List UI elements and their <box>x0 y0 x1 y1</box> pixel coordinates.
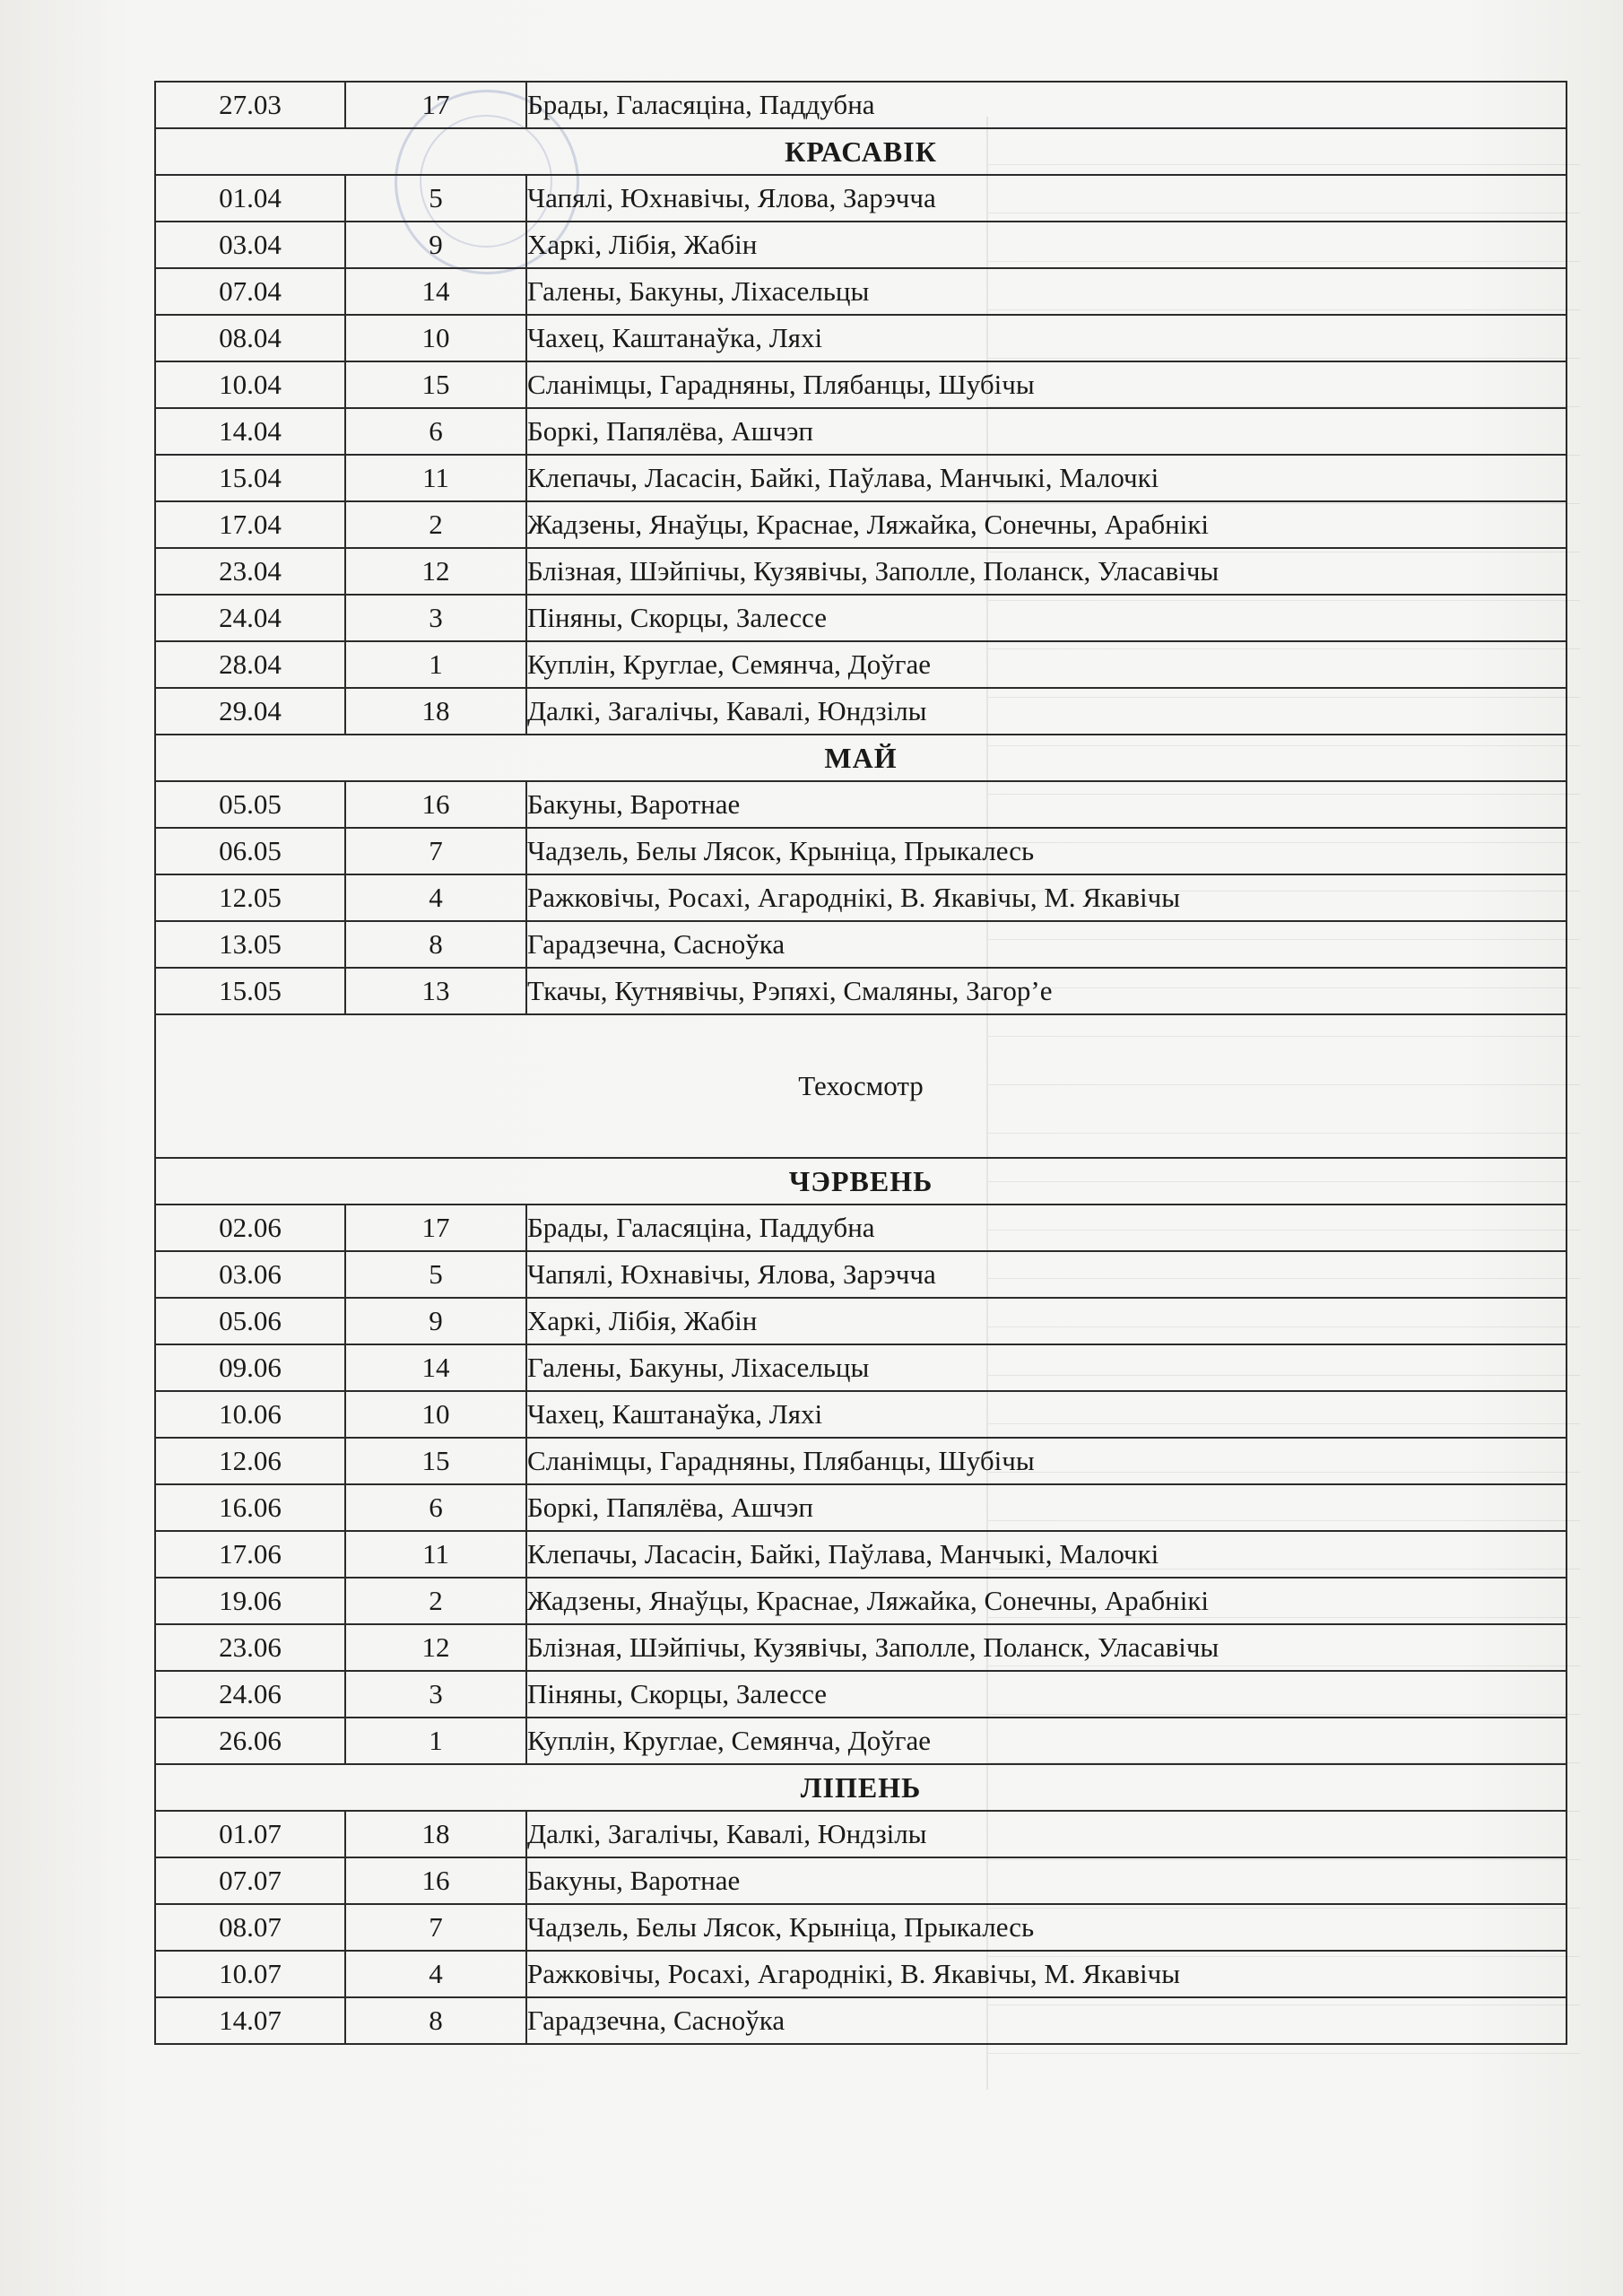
villages-cell: Чапялі, Юхнавічы, Ялова, Зарэчча <box>526 1251 1567 1298</box>
date-cell: 14.07 <box>155 1997 345 2044</box>
table-row <box>155 315 1567 361</box>
date-cell: 28.04 <box>155 641 345 688</box>
date-cell: 06.05 <box>155 828 345 874</box>
date-cell: 10.06 <box>155 1391 345 1438</box>
route-number-cell: 15 <box>345 1438 526 1484</box>
route-number-cell: 17 <box>345 1205 526 1251</box>
route-number-cell: 7 <box>345 828 526 874</box>
route-number-cell: 5 <box>345 1251 526 1298</box>
table-row <box>155 1718 1567 1764</box>
villages-cell: Чапялі, Юхнавічы, Ялова, Зарэчча <box>526 175 1567 222</box>
month-header: КРАСАВІК <box>155 128 1567 175</box>
table-row <box>155 874 1567 921</box>
table-row <box>155 921 1567 968</box>
date-cell: 23.06 <box>155 1624 345 1671</box>
route-number-cell: 10 <box>345 1391 526 1438</box>
route-number-cell: 9 <box>345 1298 526 1344</box>
table-row <box>155 1251 1567 1298</box>
table-row <box>155 175 1567 222</box>
date-cell: 24.04 <box>155 595 345 641</box>
table-row <box>155 1391 1567 1438</box>
table-row <box>155 268 1567 315</box>
table-row <box>155 1951 1567 1997</box>
table-row <box>155 82 1567 128</box>
villages-cell: Гарадзечна, Сасноўка <box>526 921 1567 968</box>
table-row <box>155 548 1567 595</box>
note-row <box>155 1014 1567 1158</box>
month-header: ЛІПЕНЬ <box>155 1764 1567 1811</box>
table-row <box>155 501 1567 548</box>
route-number-cell: 11 <box>345 1531 526 1578</box>
route-number-cell: 1 <box>345 641 526 688</box>
villages-cell: Бакуны, Варотнае <box>526 1857 1567 1904</box>
table-row <box>155 1997 1567 2044</box>
route-number-cell: 14 <box>345 268 526 315</box>
route-number-cell: 17 <box>345 82 526 128</box>
route-number-cell: 2 <box>345 501 526 548</box>
villages-cell: Боркі, Папялёва, Ашчэп <box>526 408 1567 455</box>
table-row <box>155 828 1567 874</box>
date-cell: 15.05 <box>155 968 345 1014</box>
route-number-cell: 2 <box>345 1578 526 1624</box>
date-cell: 15.04 <box>155 455 345 501</box>
villages-cell: Чадзель, Белы Лясок, Крыніца, Прыкалесь <box>526 1904 1567 1951</box>
route-number-cell: 6 <box>345 1484 526 1531</box>
date-cell: 26.06 <box>155 1718 345 1764</box>
date-cell: 07.04 <box>155 268 345 315</box>
table-row <box>155 968 1567 1014</box>
date-cell: 24.06 <box>155 1671 345 1718</box>
villages-cell: Куплін, Круглае, Семянча, Доўгае <box>526 641 1567 688</box>
schedule-body <box>155 82 1567 2044</box>
route-number-cell: 4 <box>345 1951 526 1997</box>
villages-cell: Жадзены, Янаўцы, Краснае, Ляжайка, Сонечны, Арабнікі <box>526 1578 1567 1624</box>
table-row <box>155 361 1567 408</box>
villages-cell: Гарадзечна, Сасноўка <box>526 1997 1567 2044</box>
date-cell: 27.03 <box>155 82 345 128</box>
date-cell: 17.04 <box>155 501 345 548</box>
date-cell: 09.06 <box>155 1344 345 1391</box>
villages-cell: Чахец, Каштанаўка, Ляхі <box>526 315 1567 361</box>
route-number-cell: 10 <box>345 315 526 361</box>
date-cell: 02.06 <box>155 1205 345 1251</box>
route-number-cell: 14 <box>345 1344 526 1391</box>
villages-cell: Піняны, Скорцы, Залессе <box>526 1671 1567 1718</box>
route-number-cell: 9 <box>345 222 526 268</box>
table-row <box>155 781 1567 828</box>
route-number-cell: 3 <box>345 595 526 641</box>
route-number-cell: 13 <box>345 968 526 1014</box>
route-number-cell: 7 <box>345 1904 526 1951</box>
date-cell: 10.07 <box>155 1951 345 1997</box>
route-number-cell: 15 <box>345 361 526 408</box>
route-number-cell: 1 <box>345 1718 526 1764</box>
villages-cell: Бакуны, Варотнае <box>526 781 1567 828</box>
date-cell: 08.04 <box>155 315 345 361</box>
villages-cell: Сланімцы, Гарадняны, Плябанцы, Шубічы <box>526 361 1567 408</box>
date-cell: 29.04 <box>155 688 345 735</box>
date-cell: 23.04 <box>155 548 345 595</box>
table-row <box>155 1624 1567 1671</box>
table-row <box>155 1904 1567 1951</box>
date-cell: 07.07 <box>155 1857 345 1904</box>
month-header-row <box>155 1158 1567 1205</box>
villages-cell: Брады, Галасяціна, Паддубна <box>526 1205 1567 1251</box>
date-cell: 05.05 <box>155 781 345 828</box>
route-number-cell: 18 <box>345 688 526 735</box>
month-header-row <box>155 1764 1567 1811</box>
villages-cell: Ражковічы, Росахі, Агароднікі, В. Якавічы, М. Якавічы <box>526 1951 1567 1997</box>
date-cell: 12.06 <box>155 1438 345 1484</box>
villages-cell: Харкі, Лібія, Жабін <box>526 222 1567 268</box>
route-number-cell: 8 <box>345 1997 526 2044</box>
villages-cell: Чахец, Каштанаўка, Ляхі <box>526 1391 1567 1438</box>
villages-cell: Далкі, Загалічы, Кавалі, Юндзілы <box>526 688 1567 735</box>
villages-cell: Клепачы, Ласасін, Байкі, Паўлава, Манчыкі, Малочкі <box>526 1531 1567 1578</box>
date-cell: 12.05 <box>155 874 345 921</box>
villages-cell: Сланімцы, Гарадняны, Плябанцы, Шубічы <box>526 1438 1567 1484</box>
table-row <box>155 595 1567 641</box>
date-cell: 03.06 <box>155 1251 345 1298</box>
table-row <box>155 455 1567 501</box>
table-row <box>155 1344 1567 1391</box>
month-header: ЧЭРВЕНЬ <box>155 1158 1567 1205</box>
villages-cell: Блізная, Шэйпічы, Кузявічы, Заполле, Поланск, Уласавічы <box>526 1624 1567 1671</box>
date-cell: 17.06 <box>155 1531 345 1578</box>
table-row <box>155 222 1567 268</box>
villages-cell: Чадзель, Белы Лясок, Крыніца, Прыкалесь <box>526 828 1567 874</box>
route-number-cell: 6 <box>345 408 526 455</box>
route-number-cell: 16 <box>345 1857 526 1904</box>
villages-cell: Жадзены, Янаўцы, Краснае, Ляжайка, Сонечны, Арабнікі <box>526 501 1567 548</box>
table-row <box>155 1205 1567 1251</box>
route-number-cell: 3 <box>345 1671 526 1718</box>
date-cell: 13.05 <box>155 921 345 968</box>
date-cell: 16.06 <box>155 1484 345 1531</box>
date-cell: 05.06 <box>155 1298 345 1344</box>
route-number-cell: 5 <box>345 175 526 222</box>
table-row <box>155 688 1567 735</box>
route-schedule-table <box>154 81 1567 2045</box>
table-row <box>155 1531 1567 1578</box>
date-cell: 03.04 <box>155 222 345 268</box>
month-header-row <box>155 128 1567 175</box>
villages-cell: Клепачы, Ласасін, Байкі, Паўлава, Манчыкі, Малочкі <box>526 455 1567 501</box>
date-cell: 08.07 <box>155 1904 345 1951</box>
table-row <box>155 1484 1567 1531</box>
date-cell: 10.04 <box>155 361 345 408</box>
villages-cell: Ражковічы, Росахі, Агароднікі, В. Якавічы, М. Якавічы <box>526 874 1567 921</box>
month-header: МАЙ <box>155 735 1567 781</box>
route-number-cell: 4 <box>345 874 526 921</box>
route-number-cell: 12 <box>345 1624 526 1671</box>
villages-cell: Брады, Галасяціна, Паддубна <box>526 82 1567 128</box>
table-row <box>155 1811 1567 1857</box>
route-number-cell: 8 <box>345 921 526 968</box>
table-row <box>155 1298 1567 1344</box>
date-cell: 19.06 <box>155 1578 345 1624</box>
villages-cell: Боркі, Папялёва, Ашчэп <box>526 1484 1567 1531</box>
table-row <box>155 1671 1567 1718</box>
table-row <box>155 1438 1567 1484</box>
villages-cell: Ткачы, Кутнявічы, Рэпяхі, Смаляны, Загор’е <box>526 968 1567 1014</box>
villages-cell: Куплін, Круглае, Семянча, Доўгае <box>526 1718 1567 1764</box>
route-number-cell: 11 <box>345 455 526 501</box>
route-number-cell: 16 <box>345 781 526 828</box>
villages-cell: Галены, Бакуны, Ліхасельцы <box>526 1344 1567 1391</box>
villages-cell: Піняны, Скорцы, Залессе <box>526 595 1567 641</box>
villages-cell: Галены, Бакуны, Ліхасельцы <box>526 268 1567 315</box>
date-cell: 01.07 <box>155 1811 345 1857</box>
route-number-cell: 18 <box>345 1811 526 1857</box>
route-number-cell: 12 <box>345 548 526 595</box>
table-row <box>155 641 1567 688</box>
villages-cell: Блізная, Шэйпічы, Кузявічы, Заполле, Поланск, Уласавічы <box>526 548 1567 595</box>
note-cell: Техосмотр <box>155 1014 1567 1158</box>
table-row <box>155 408 1567 455</box>
villages-cell: Далкі, Загалічы, Кавалі, Юндзілы <box>526 1811 1567 1857</box>
villages-cell: Харкі, Лібія, Жабін <box>526 1298 1567 1344</box>
date-cell: 01.04 <box>155 175 345 222</box>
table-row <box>155 1578 1567 1624</box>
date-cell: 14.04 <box>155 408 345 455</box>
month-header-row <box>155 735 1567 781</box>
table-row <box>155 1857 1567 1904</box>
